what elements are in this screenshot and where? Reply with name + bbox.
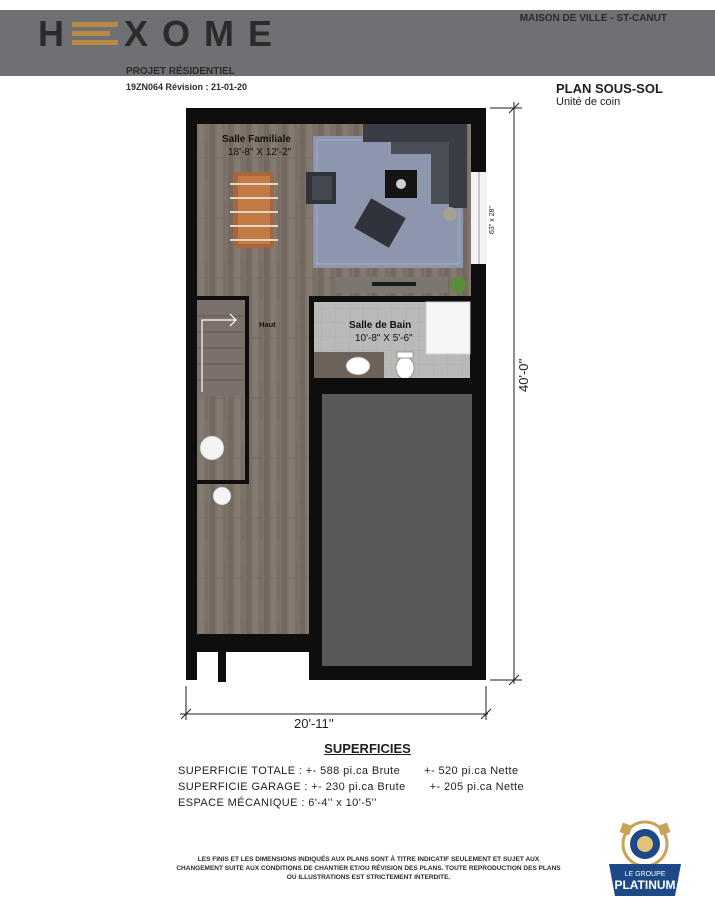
width-label: 20'-11'': [294, 716, 334, 731]
plan-title: PLAN SOUS-SOL: [556, 81, 663, 96]
superficie-row: [178, 797, 377, 809]
project-name: MAISON DE VILLE - ST-CANUT: [519, 13, 667, 24]
room-dims-family: 18'-8" X 12'-2": [228, 147, 292, 158]
disclaimer-text: LES FINIS ET LES DIMENSIONS INDIQUÉS AUX PLANS SONT À TITRE INDICATIF SEULEMENT ET SUJET AUX CHANGEMENT SUITE AUX CONDITIONS DE CHANTIER ET/OU RÉVISION DES PLANS. TOUTE REPRODUCTION DES PLANS OU ILLUSTRATIONS EST STRICTEMENT INTERDITE.: [176, 856, 561, 881]
plant-icon: [450, 277, 466, 293]
revision-code: 19ZN064 Révision : 21-01-20: [126, 82, 248, 92]
shower-icon: [426, 302, 470, 354]
stair-wall: [197, 296, 249, 300]
width-dimension-line: [180, 686, 491, 720]
water-heater-icon: [200, 436, 224, 460]
superficie-garage-net: +- 205 pi.ca Nette: [429, 781, 524, 793]
stair-label: Haut: [259, 320, 276, 329]
superficie-garage: SUPERFICIE GARAGE : +- 230 pi.ca Brute: [178, 781, 406, 793]
logo-letters-xome: XOME: [124, 13, 287, 54]
superficie-row: [178, 765, 519, 777]
foosball-table-icon: [230, 172, 278, 248]
badge-line2: PLATINUM: [614, 878, 676, 892]
room-dims-bath: 10'-8" X 5'-6": [355, 333, 413, 344]
project-type: PROJET RÉSIDENTIEL: [126, 66, 235, 77]
depth-dimension-line: [490, 102, 522, 685]
armchair-icon: [306, 172, 336, 204]
room-name-family: Salle Familiale: [222, 134, 291, 145]
side-table-icon: [443, 207, 457, 221]
plan-subtitle: Unité de coin: [556, 96, 621, 108]
badge-line1: LE GROUPE: [624, 871, 666, 878]
window-size-label: 63" x 28": [489, 206, 496, 234]
entry-opening: [197, 652, 309, 680]
toilet-icon: [396, 357, 414, 379]
sink-icon: [346, 357, 370, 375]
bathroom-wall: [309, 296, 486, 302]
tank-icon: [213, 487, 231, 505]
logo-letter-h: H: [38, 13, 66, 54]
superficie-total: SUPERFICIE TOTALE : +- 588 pi.ca Brute: [178, 765, 401, 777]
superficie-row: [178, 781, 524, 793]
groupe-platinum-badge: [603, 818, 687, 898]
depth-label: 40'-0'': [516, 358, 531, 392]
superficies-title: SUPERFICIES: [324, 741, 411, 756]
espace-mecanique: ESPACE MÉCANIQUE : 6'-4'' x 10'-5'': [178, 797, 377, 809]
stair-wall: [245, 300, 249, 436]
superficie-total-net: +- 520 pi.ca Nette: [424, 765, 519, 777]
mechanical-wall: [197, 480, 249, 484]
garage-floor: [322, 394, 472, 666]
staircase: [197, 300, 245, 396]
room-name-bath: Salle de Bain: [349, 320, 412, 331]
